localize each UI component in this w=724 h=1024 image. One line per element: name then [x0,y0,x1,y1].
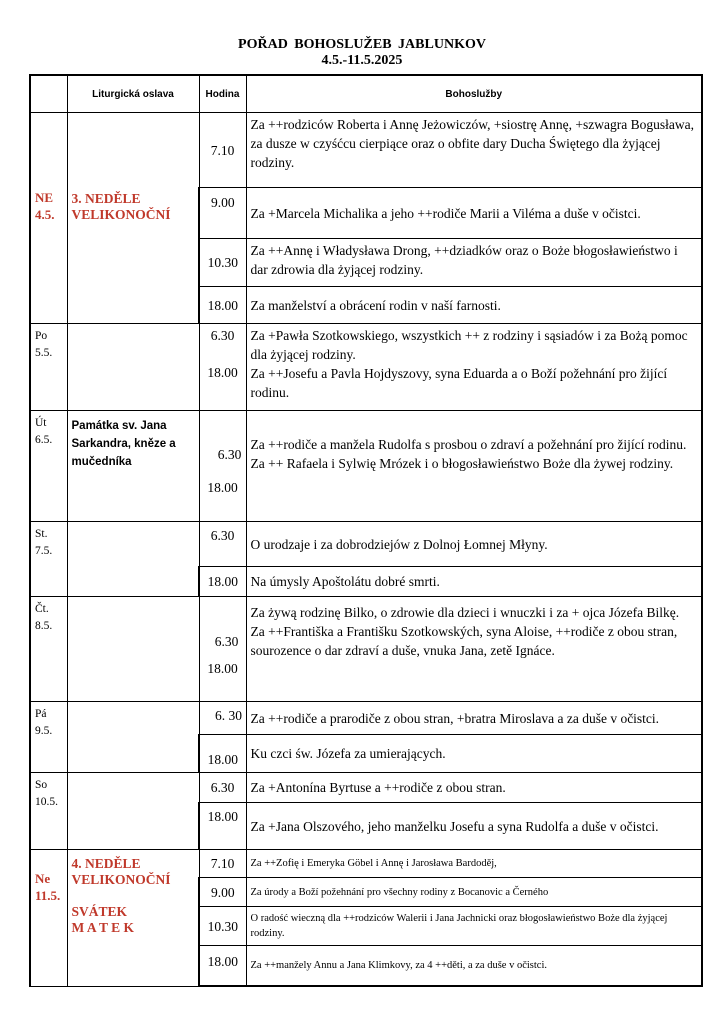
feast-line: VELIKONOČNÍ [71,872,171,887]
feast-line: 3. NEDĚLE [71,191,141,206]
schedule-table [29,74,703,987]
feast-line: VELIKONOČNÍ [71,207,171,222]
feast-cell [67,522,199,597]
day-cell [30,702,67,773]
day-date: 10.5. [35,796,58,808]
feast-cell [67,597,199,702]
service-intention: Za ++rodiče a prarodiče z obou stran, +bratra Miroslava a za duše v očistci. [246,702,702,735]
service-intention: Za ++Zofię i Emeryka Göbel i Annę i Jarosława Bardoděj, [246,850,702,878]
day-name: St. [35,528,48,540]
day-cell [30,773,67,850]
service-intention: Za ++Annę i Władysława Drong, ++dziadków oraz o Boże błogosławieństwo i dar zdrowia dla żyjącej rodziny. [246,239,702,287]
table-row [30,324,702,411]
feast-line: 4. NEDĚLE [71,856,141,871]
day-name: NE [35,190,54,205]
day-cell [30,597,67,702]
service-intention: Za +Jana Olszového, jeho manželku Josefu a syna Rudolfa a duše v očistci. [246,803,702,850]
day-name: Čt. [35,603,49,615]
service-intention: Za manželství a obrácení rodin v naší farnosti. [246,287,702,324]
day-cell [30,113,67,324]
day-date: 9.5. [35,725,53,737]
day-cell [30,522,67,597]
service-intention-1: Za ++rodiče a manžela Rudolfa s prosbou o zdraví a požehnání pro žijící rodinu. [250,437,687,452]
service-time: 6.30 [199,773,246,803]
service-intention-2: Za ++Františka a Františku Szotkowských, syna Aloise, ++rodiče z obou stran, sourozence o dar zdraví a duše, vnuka Jana, zetě Ignáce. [250,624,678,658]
service-intention: Ku czci św. Józefa za umierających. [246,735,702,773]
table-row [30,702,702,735]
service-time-2: 18.00 [207,480,238,495]
service-time [199,324,246,411]
header-liturgy: Liturgická oslava [67,75,199,113]
table-row [30,522,702,567]
service-intention: Za +Marcela Michalika a jeho ++rodiče Marii a Viléma a duše v očistci. [246,188,702,239]
service-intention-2: Za ++Josefu a Pavla Hojdyszovy, syna Eduarda a o Boží požehnání pro žijící rodinu. [250,366,668,400]
table-row [30,113,702,188]
service-time: 10.30 [199,239,246,287]
feast-cell [67,850,199,987]
service-time [199,597,246,702]
page-title: POŘAD BOHOSLUŽEB JABLUNKOV [238,37,486,52]
service-time: 6.30 [199,522,246,567]
table-row [30,850,702,878]
day-name: Ne [35,871,51,886]
service-intention: O urodzaje i za dobrodziejów z Dolnoj Łomnej Młyny. [246,522,702,567]
feast-line: Sarkandra, kněze a [71,438,176,450]
day-cell [30,411,67,522]
day-name: Pá [35,708,47,720]
feast-cell [67,324,199,411]
day-name: Po [35,330,48,342]
service-time: 10.30 [199,907,246,946]
service-intention: O radość wieczną dla ++rodziców Walerii i Jana Jachnicki oraz błogosławieństwo Boże dla żyjącej rodziny. [246,907,702,946]
service-intention [246,411,702,522]
service-time-2: 18.00 [207,365,238,380]
feast-line: SVÁTEK [71,904,128,919]
service-intention [246,324,702,411]
service-time: 9.00 [199,878,246,907]
date-range: 4.5.-11.5.2025 [321,53,403,68]
header-day [30,75,67,113]
service-time: 18.00 [199,803,246,850]
service-time: 18.00 [199,946,246,987]
service-time: 7.10 [199,850,246,878]
day-date: 8.5. [35,620,53,632]
service-intention [246,597,702,702]
service-intention: Za úrody a Boží požehnání pro všechny rodiny z Bocanovic a Černého [246,878,702,907]
service-time: 18.00 [199,567,246,597]
service-time-2: 18.00 [207,661,238,676]
service-time: 9.00 [199,188,246,239]
day-date: 5.5. [35,347,53,359]
service-time: 18.00 [199,735,246,773]
service-intention: Na úmysly Apoštolátu dobré smrti. [246,567,702,597]
service-time-1: 6.30 [217,447,242,462]
service-intention: Za +Antonína Byrtuse a ++rodiče z obou stran. [246,773,702,803]
day-date: 11.5. [35,888,61,903]
service-intention: Za ++rodziców Roberta i Annę Jeżowiczów, +siostrę Annę, +szwagra Bogusława, za dusze w czyśćcu cierpiące oraz o obfite dary Ducha Świętego dla żyjącej rodziny. [246,113,702,188]
feast-cell [67,702,199,773]
feast-line: mučedníka [71,456,132,468]
service-time: 6. 30 [199,702,246,735]
feast-line: M A T E K [71,920,135,935]
table-row [30,597,702,702]
day-name: So [35,779,48,791]
table-row [30,411,702,522]
service-time [199,411,246,522]
service-time: 18.00 [199,287,246,324]
service-intention-1: Za żywą rodzinę Bilko, o zdrowie dla dzieci i wnuczki i za + ojca Józefa Bilkę. [250,605,680,620]
feast-cell [67,411,199,522]
day-date: 4.5. [35,207,55,222]
day-cell [30,850,67,987]
service-intention: Za ++manžely Annu a Jana Klimkovy, za 4 ++děti, a za duše v očistci. [246,946,702,987]
day-name: Út [35,417,47,429]
feast-cell [67,773,199,850]
header-services: Bohoslužby [246,75,702,113]
day-date: 6.5. [35,434,53,446]
service-intention-1: Za +Pawła Szotkowskiego, wszystkich ++ z rodziny i sąsiadów i za Bożą pomoc dla żyjącej rodziny. [250,328,688,362]
feast-line: Památka sv. Jana [71,420,167,432]
header-hour: Hodina [199,75,246,113]
service-time-1: 6.30 [210,328,235,343]
day-cell [30,324,67,411]
service-time-1: 6.30 [214,634,239,649]
service-intention-2: Za ++ Rafaela i Sylwię Mrózek i o błogosławieństwo Boże dla żywej rodziny. [250,456,674,471]
feast-cell [67,113,199,324]
table-header [30,75,702,113]
service-time: 7.10 [199,113,246,188]
table-row [30,773,702,803]
day-date: 7.5. [35,545,53,557]
